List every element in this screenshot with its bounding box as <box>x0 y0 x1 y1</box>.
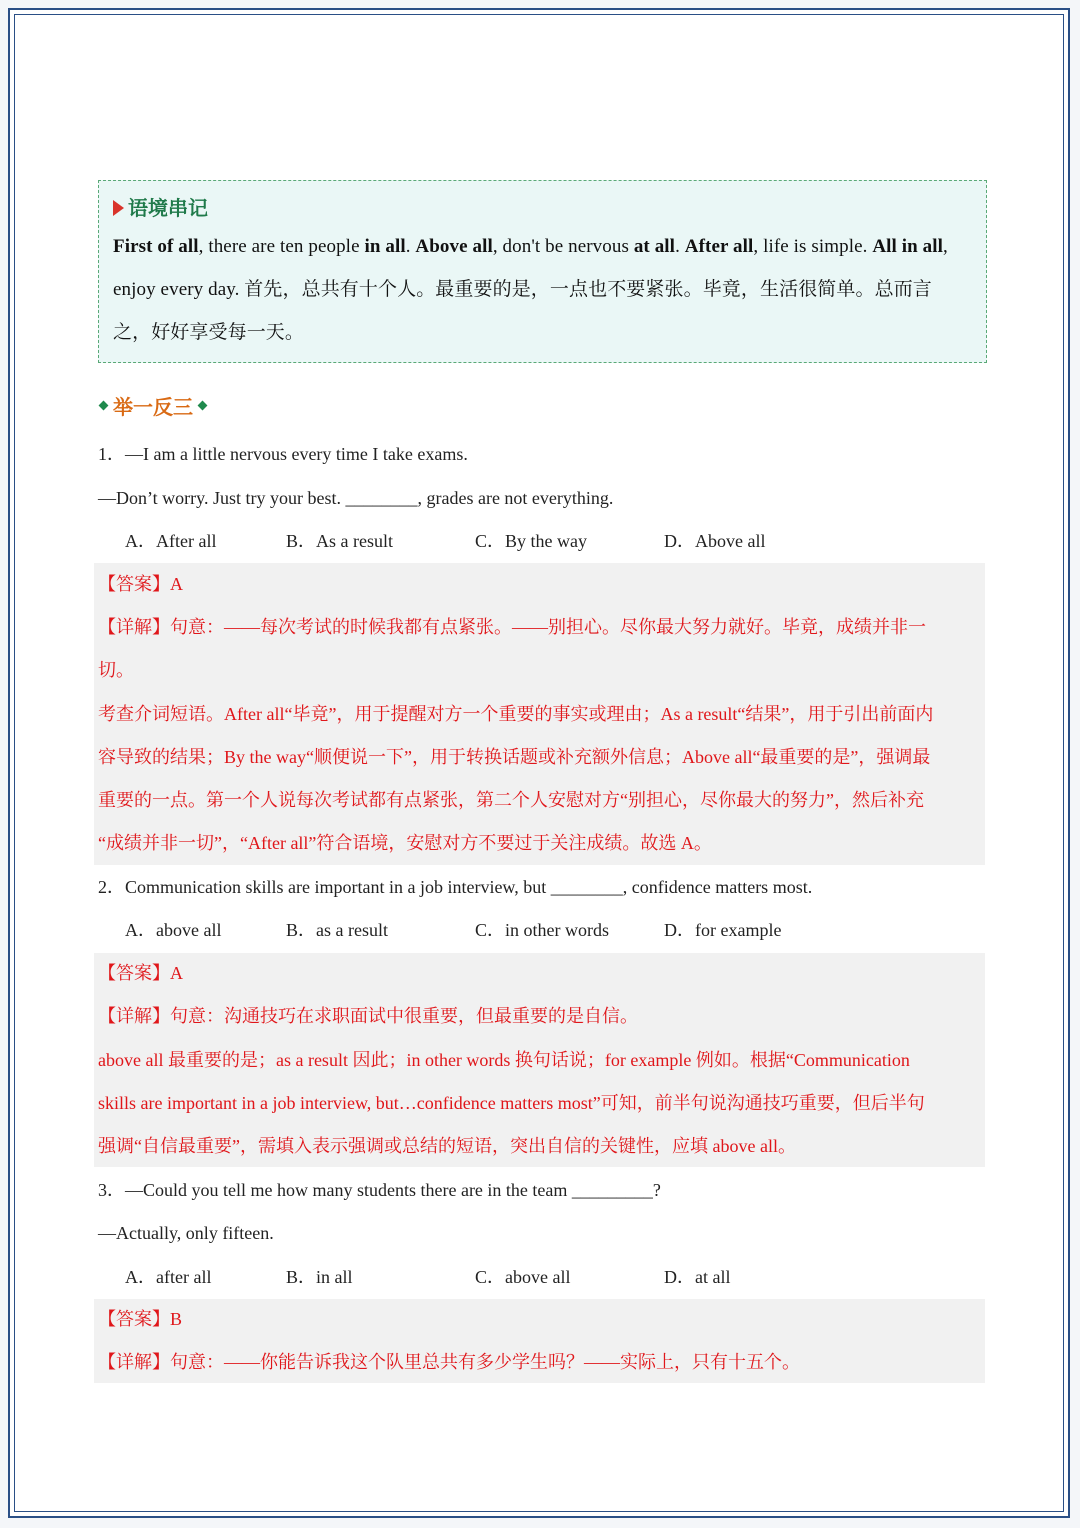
q1-explain-5: 重要的一点。第一个人说每次考试都有点紧张，第二个人安慰对方“别担心，尽你最大的努力”，然后补充 <box>98 790 924 810</box>
q1-explain-2: 切。 <box>98 660 134 680</box>
section-title-text: 举一反三 <box>113 394 193 419</box>
q1-answer-box <box>94 563 985 865</box>
q3-option-d: D．at all <box>664 1267 731 1287</box>
context-text-segment: . <box>405 236 416 257</box>
q2-option-b: B．as a result <box>286 920 388 940</box>
q2-answer: 【答案】A <box>98 963 183 983</box>
context-bold-phrase: Above all <box>415 236 493 257</box>
q2-answer-box <box>94 953 985 1167</box>
q1-option-b: B．As a result <box>286 531 393 551</box>
q2-option-d: D．for example <box>664 920 782 940</box>
context-line-1 <box>113 225 972 268</box>
q1-answer: 【答案】A <box>98 574 183 594</box>
q2-explain-4: 强调“自信最重要”，需填入表示强调或总结的短语，突出自信的关键性，应填 above all。 <box>98 1136 796 1156</box>
diamond-icon <box>99 400 109 410</box>
q2-stem-1: 2．Communication skills are important in a job interview, but ________, confidence matters most. <box>98 877 813 897</box>
q2-explain-3: skills are important in a job interview, but…confidence matters most”可知，前半句说沟通技巧重要，但后半句 <box>98 1093 925 1113</box>
triangle-icon <box>113 200 124 216</box>
context-text-segment: . <box>675 236 685 257</box>
context-bold-phrase: All in all <box>872 236 944 257</box>
q1-explain-3: 考查介词短语。After all“毕竟”，用于提醒对方一个重要的事实或理由；As a result“结果”，用于引出前面内 <box>98 704 934 724</box>
context-text-segment: , don't be nervous <box>492 236 634 257</box>
context-line-3: 之，好好享受每一天。 <box>113 322 305 343</box>
context-title <box>113 191 972 225</box>
q3-option-a: A．after all <box>125 1267 212 1287</box>
q1-explain-4: 容导致的结果；By the way“顺便说一下”，用于转换话题或补充额外信息；Above all“最重要的是”，强调最 <box>98 747 931 767</box>
q3-answer-box <box>94 1299 985 1383</box>
context-text-segment: , there are ten people <box>198 236 365 257</box>
q2-option-a: A．above all <box>125 920 222 940</box>
q1-explain-1: 【详解】句意：——每次考试的时候我都有点紧张。——别担心。尽你最大努力就好。毕竟，成绩并非一 <box>98 617 926 637</box>
q2-explain-1: 【详解】句意：沟通技巧在求职面试中很重要，但最重要的是自信。 <box>98 1006 638 1026</box>
context-bold-phrase: After all <box>684 236 754 257</box>
q1-option-d: D．Above all <box>664 531 766 551</box>
q2-option-c: C．in other words <box>475 920 609 940</box>
context-title-text: 语境串记 <box>128 196 208 220</box>
q3-answer: 【答案】B <box>98 1309 183 1329</box>
diamond-icon <box>198 400 208 410</box>
q1-stem-2: —Don’t worry. Just try your best. ________, grades are not everything. <box>98 488 614 508</box>
context-bold-phrase: in all <box>364 236 406 257</box>
q1-option-c: C．By the way <box>475 531 587 551</box>
section-title <box>98 388 212 422</box>
q1-option-a: A．After all <box>125 531 217 551</box>
q2-explain-2: above all 最重要的是；as a result 因此；in other words 换句话说；for example 例如。根据“Communication <box>98 1050 910 1070</box>
q3-option-b: B．in all <box>286 1267 353 1287</box>
context-bold-phrase: First of all <box>113 236 199 257</box>
context-text <box>113 225 972 354</box>
context-memory-box <box>98 180 987 363</box>
context-line-2: enjoy every day. 首先，总共有十个人。最重要的是，一点也不要紧张。毕竟，生活很简单。总而言 <box>113 279 932 300</box>
q3-option-c: C．above all <box>475 1267 571 1287</box>
context-bold-phrase: at all <box>633 236 676 257</box>
context-text-segment: , life is simple. <box>753 236 873 257</box>
q3-stem-2: —Actually, only fifteen. <box>98 1223 274 1243</box>
context-text-segment: , <box>943 236 948 257</box>
q3-stem-1: 3．—Could you tell me how many students there are in the team _________? <box>98 1180 661 1200</box>
q1-stem-1: 1．—I am a little nervous every time I take exams. <box>98 444 468 464</box>
q1-explain-6: “成绩并非一切”，“After all”符合语境，安慰对方不要过于关注成绩。故选 A。 <box>98 833 712 853</box>
q3-explain-1: 【详解】句意：——你能告诉我这个队里总共有多少学生吗？——实际上，只有十五个。 <box>98 1352 800 1372</box>
